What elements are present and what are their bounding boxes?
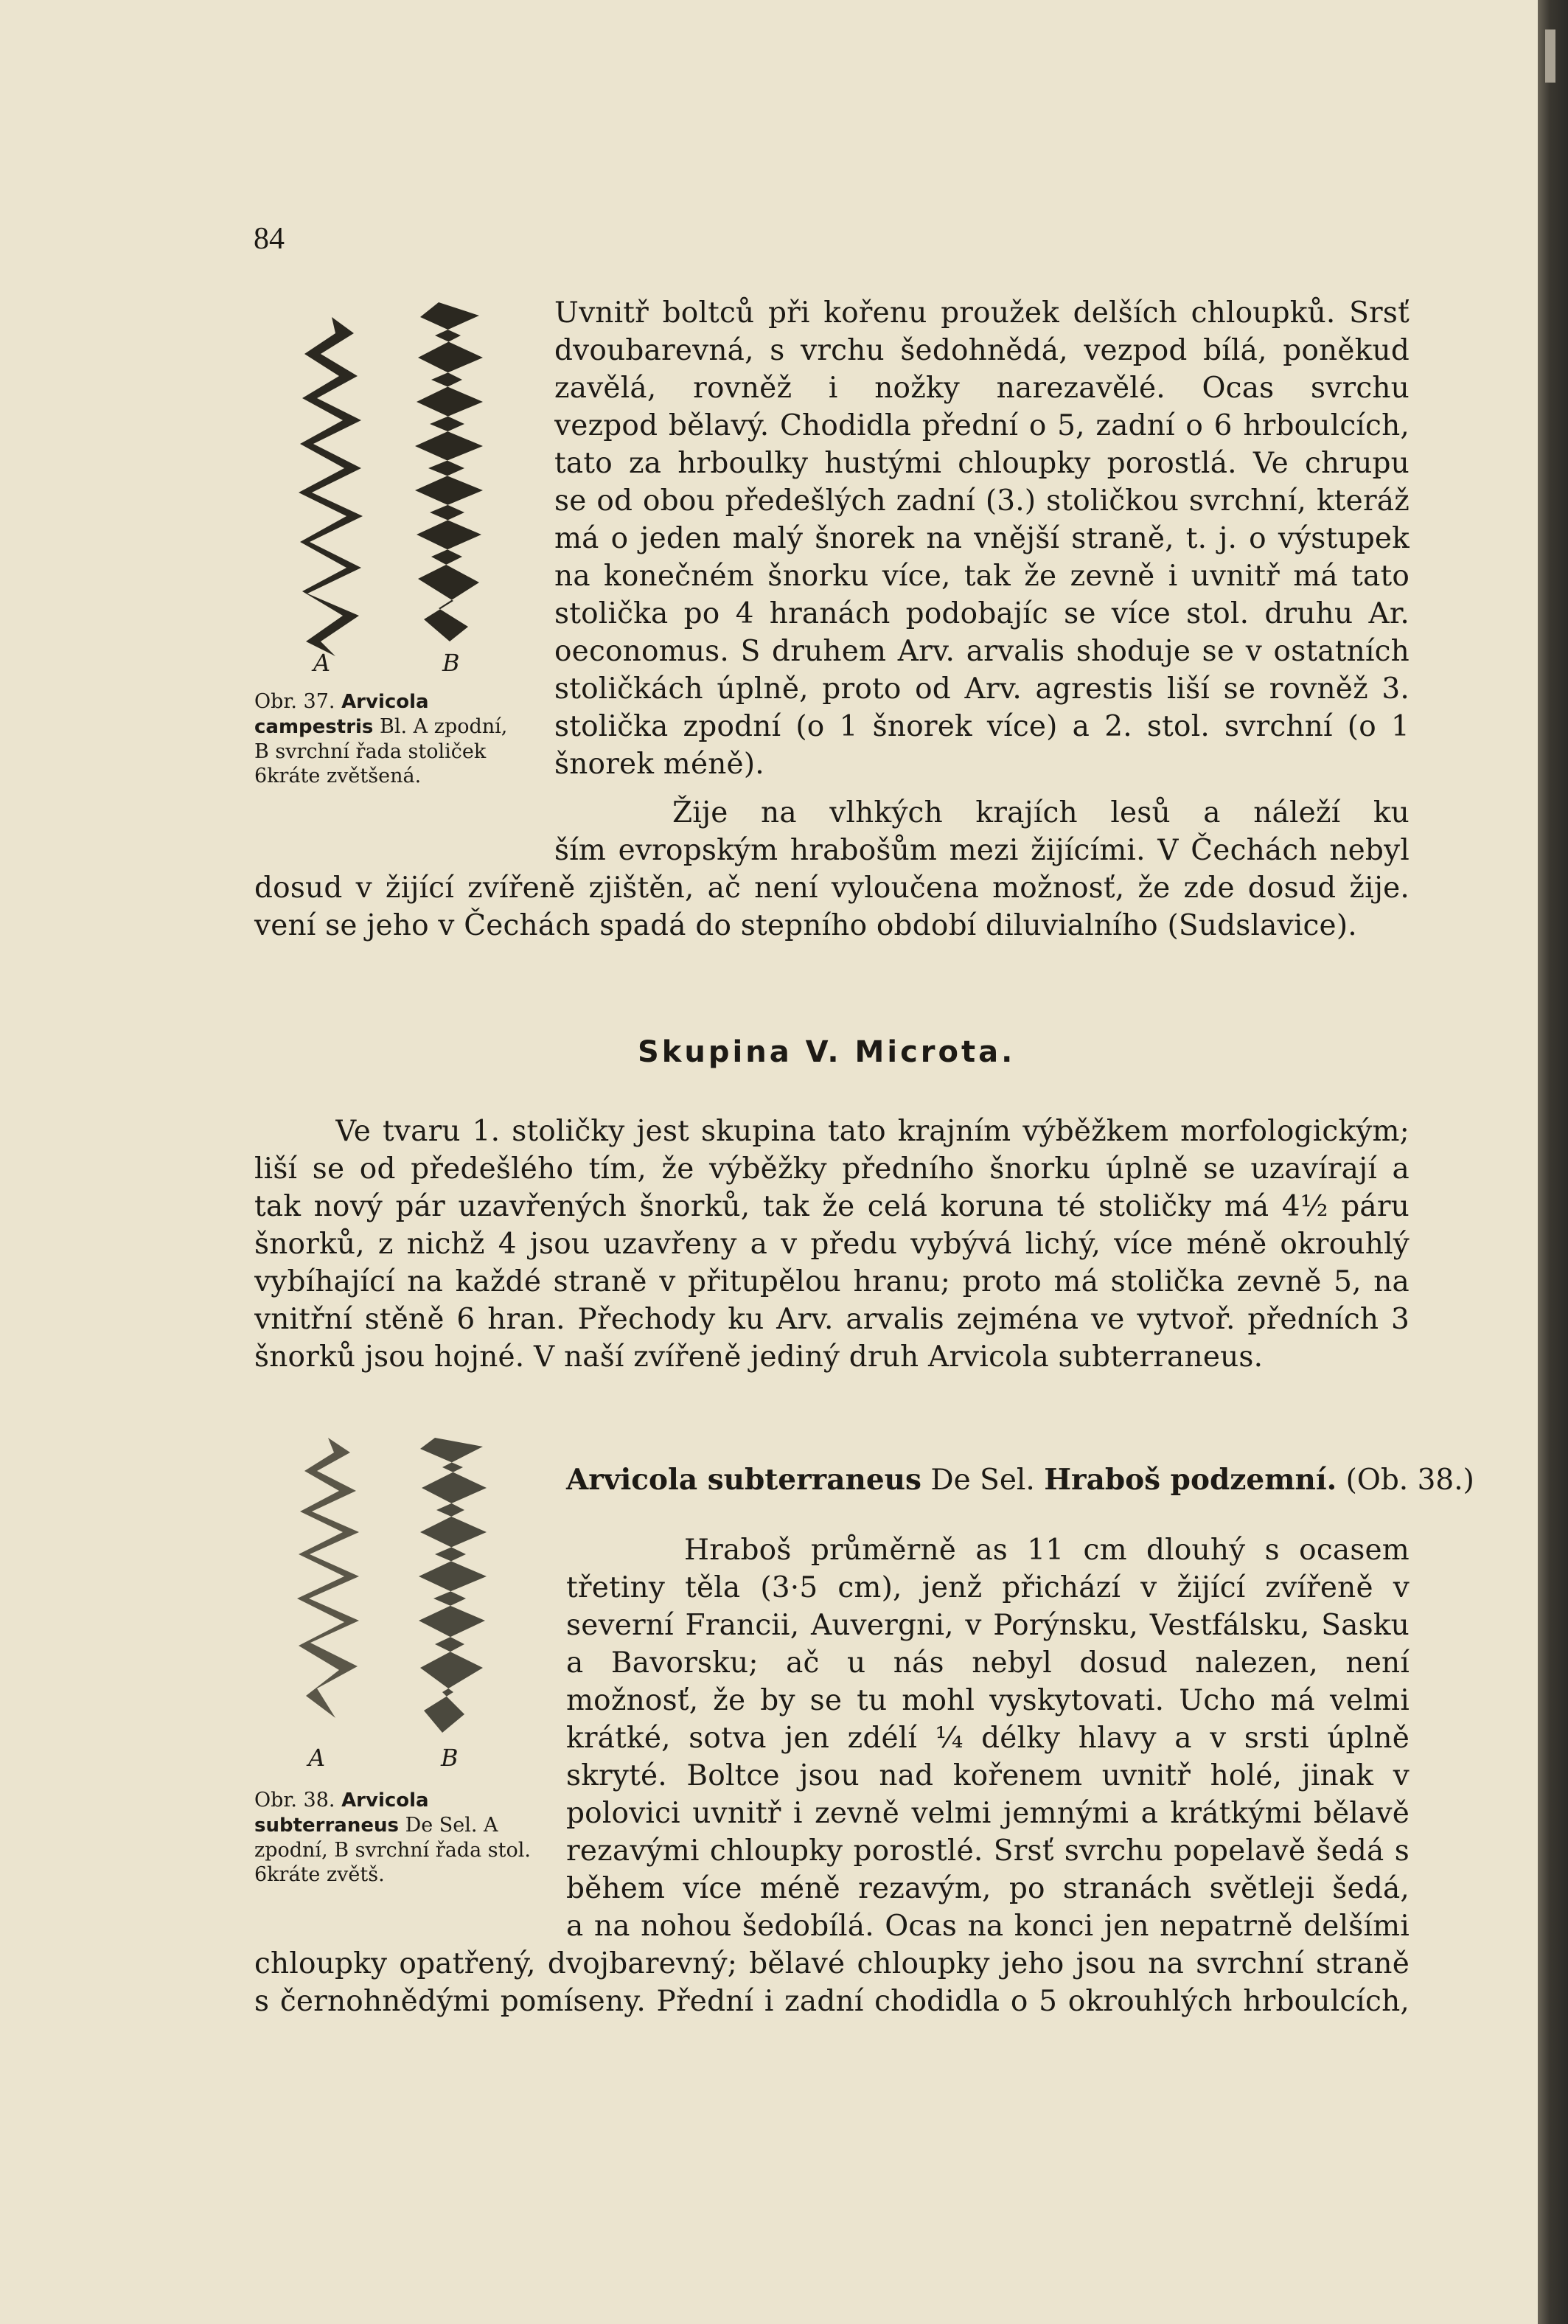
text-line: zavělá, rovněž i nožky narezavělé. Ocas svrchu [554, 372, 1410, 405]
text-line: vybíhající na každé straně v přitupělou hranu; proto má stolička zevně 5, na [254, 1265, 1410, 1298]
text-line: Uvnitř boltců při kořenu proužek delších chloupků. Srsť [554, 296, 1410, 330]
text-line: stolička zpodní (o 1 šnorek více) a 2. stol. svrchní (o 1 [554, 710, 1410, 743]
text-line: vezpod bělavý. Chodidla přední o 5, zadní o 6 hrboulcích, [554, 409, 1410, 442]
text-line: dosud v žijící zvířeně zjištěn, ač není vyloučena možnosť, že zde dosud žije. [254, 872, 1410, 905]
figure-37-caption [254, 689, 512, 788]
text-line: a Bavorsku; ač u nás nebyl dosud nalezen, není [566, 1646, 1410, 1680]
text-line: krátké, sotva jen zdélí ¼ délky hlavy a v srsti úplně [566, 1722, 1410, 1755]
species-latin-name: Arvicola subterraneus [566, 1463, 921, 1497]
text-line: severní Francii, Auvergni, v Porýnsku, Vestfálsku, Sasku [566, 1609, 1410, 1642]
figure-38-molar-row-a [291, 1438, 365, 1718]
figure-38-label-a: A [308, 1744, 326, 1772]
text-line: Ve tvaru 1. stoličky jest skupina tato krajním výběžkem morfologickým; [335, 1115, 1410, 1148]
text-line: ším evropským hrabošům mezi žijícími. V Čechách nebyl [554, 834, 1410, 867]
text-line: a na nohou šedobílá. Ocas na konci jen nepatrně delšími [566, 1910, 1410, 1943]
text-line: na konečném šnorku více, tak že zevně i uvnitř má tato [554, 560, 1410, 593]
text-line: má o jeden malý šnorek na vnější straně, t. j. o výstupek [554, 522, 1410, 555]
figure-38-molar-row-b [413, 1438, 494, 1733]
text-line: šnorek méně). [554, 748, 764, 781]
figure-37-caption-name: Arvicola campestris [254, 691, 429, 738]
text-line: stoličkách úplně, proto od Arv. agrestis liší se rovněž 3. [554, 672, 1410, 706]
text-line: rezavými chloupky porostlé. Srsť svrchu popelavě šedá s [566, 1834, 1410, 1868]
figure-38-caption [254, 1788, 534, 1887]
figure-38-label-b: B [441, 1744, 459, 1772]
text-line: tak nový pár uzavřených šnorků, tak že celá koruna té stoličky má 4½ páru [254, 1190, 1410, 1223]
text-line: vnitřní stěně 6 hran. Přechody ku Arv. arvalis zejména ve vytvoř. předních 3 [254, 1303, 1410, 1336]
figure-38-caption-name: Arvicola subterraneus [254, 1789, 429, 1837]
text-line: skryté. Boltce jsou nad kořenem uvnitř holé, jinak v [566, 1759, 1410, 1792]
text-line: dvoubarevná, s vrchu šedohnědá, vezpod bílá, poněkud [554, 334, 1410, 367]
text-line: Hraboš průměrně as 11 cm dlouhý s ocasem [684, 1534, 1410, 1567]
species-figure-ref: (Ob. 38.) [1345, 1464, 1474, 1497]
figure-38-caption-prefix: Obr. 38. [254, 1789, 335, 1812]
page-edge-mark [1545, 29, 1555, 83]
text-line: chloupky opatřený, dvojbarevný; bělavé chloupky jeho jsou na svrchní straně [254, 1947, 1410, 1980]
species-author: De Sel. [930, 1464, 1035, 1497]
figure-37-label-a: A [313, 649, 331, 677]
text-line: Žije na vlhkých krajích lesů a náleží ku [672, 796, 1410, 829]
text-line: se od obou předešlých zadní (3.) stoličkou svrchní, kteráž [554, 484, 1410, 518]
section-heading: Skupina V. Microta. [638, 1035, 1016, 1069]
text-line: šnorků jsou hojné. V naší zvířeně jediný druh Arvicola subterraneus. [254, 1340, 1264, 1374]
figure-37-label-b: B [442, 649, 460, 677]
text-line: během více méně rezavým, po stranách světleji šedá, [566, 1872, 1410, 1905]
text-line: stolička po 4 hranách podobajíc se více stol. druhu Ar. [554, 597, 1410, 630]
text-line: s černohnědými pomíseny. Přední i zadní chodidla o 5 okrouhlých hrboulcích, [254, 1985, 1410, 2018]
book-binding-edge [1538, 0, 1568, 2324]
text-line: polovici uvnitř i zevně velmi jemnými a krátkými bělavě [566, 1797, 1410, 1830]
text-line: tato za hrboulky hustými chloupky porostlá. Ve chrupu [554, 447, 1410, 480]
figure-37-molar-row-a [291, 317, 372, 656]
figure-37-caption-rest: Bl. A zpodní, B svrchní řada stoliček 6kráte zvětšená. [254, 715, 508, 787]
text-line: možnosť, že by se tu mohl vyskytovati. Ucho má velmi [566, 1684, 1410, 1717]
species-czech-name: Hraboš podzemní. [1044, 1463, 1337, 1497]
figure-37-molar-row-b [409, 302, 490, 641]
text-line: liší se od předešlého tím, že výběžky předního šnorku úplně se uzavírají a [254, 1152, 1410, 1186]
text-line: vení se jeho v Čechách spadá do stepního období diluvialního (Sudslavice). [254, 909, 1357, 942]
text-line: oeconomus. S druhem Arv. arvalis shoduje se v ostatních [554, 635, 1410, 668]
figure-38-caption-rest: De Sel. A zpodní, B svrchní řada stol. 6kráte zvětš. [254, 1814, 531, 1886]
text-line: třetiny těla (3·5 cm), jenž přichází v žijící zvířeně v [566, 1571, 1410, 1604]
species-title [566, 1461, 1474, 1499]
figure-37-caption-prefix: Obr. 37. [254, 690, 335, 713]
text-line: šnorků, z nichž 4 jsou uzavřeny a v předu vybývá lichý, více méně okrouhlý [254, 1228, 1410, 1261]
page-number: 84 [254, 222, 285, 256]
